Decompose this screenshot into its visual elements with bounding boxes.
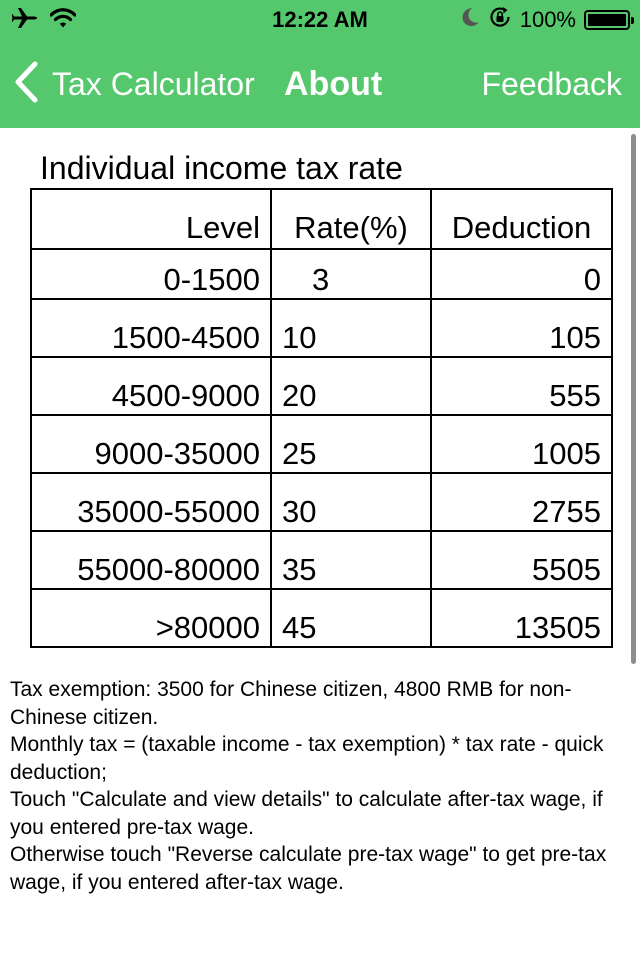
rotation-lock-icon [488, 5, 512, 35]
header-rate: Rate(%) [271, 189, 431, 249]
cell-level: 1500-4500 [31, 299, 271, 357]
back-button[interactable] [14, 62, 255, 106]
battery-percent: 100% [519, 7, 576, 32]
cell-level: 35000-55000 [31, 473, 271, 531]
battery-tip [631, 17, 634, 24]
table-row [31, 473, 612, 531]
cell-rate: 45 [271, 589, 431, 647]
content-area[interactable] [0, 128, 640, 960]
cell-rate: 10 [271, 299, 431, 357]
cell-deduction: 0 [431, 249, 612, 299]
note-reverse: Otherwise touch "Reverse calculate pre-tax wage" to get pre-tax wage, if you entered after-tax wage. [10, 843, 607, 894]
scroll-indicator [631, 134, 636, 664]
cell-rate: 25 [271, 415, 431, 473]
cell-level: 9000-35000 [31, 415, 271, 473]
table-header-row [31, 189, 612, 249]
tax-notes [10, 676, 630, 896]
status-time: 12:22 AM [272, 7, 368, 32]
cell-rate: 35 [271, 531, 431, 589]
cell-deduction: 2755 [431, 473, 612, 531]
table-row [31, 357, 612, 415]
table-row [31, 249, 612, 299]
back-button-label: Tax Calculator [52, 66, 255, 102]
note-calculate: Touch "Calculate and view details" to calculate after-tax wage, if you entered pre-tax wage. [10, 788, 603, 839]
cell-rate: 20 [271, 357, 431, 415]
navigation-bar [0, 40, 640, 128]
chevron-left-icon [14, 61, 40, 108]
table-row [31, 415, 612, 473]
header [0, 0, 640, 128]
page-title: About [284, 65, 383, 103]
cell-level: 55000-80000 [31, 531, 271, 589]
table-row [31, 299, 612, 357]
battery-icon [584, 10, 630, 30]
cell-deduction: 1005 [431, 415, 612, 473]
status-bar [0, 0, 640, 40]
note-exemption: Tax exemption: 3500 for Chinese citizen, 4800 RMB for non-Chinese citizen. [10, 678, 572, 729]
cell-rate: 30 [271, 473, 431, 531]
cell-level: >80000 [31, 589, 271, 647]
header-level: Level [31, 189, 271, 249]
cell-level: 4500-9000 [31, 357, 271, 415]
section-title: Individual income tax rate [40, 150, 403, 186]
status-right [460, 6, 630, 34]
table-row [31, 531, 612, 589]
battery-fill [588, 14, 626, 26]
cell-level: 0-1500 [31, 249, 271, 299]
feedback-button[interactable]: Feedback [481, 66, 622, 102]
moon-icon [460, 6, 480, 34]
note-formula: Monthly tax = (taxable income - tax exemption) * tax rate - quick deduction; [10, 733, 604, 784]
header-deduction: Deduction [431, 189, 612, 249]
cell-deduction: 105 [431, 299, 612, 357]
cell-rate: 3 [271, 249, 431, 299]
tax-rate-table [30, 188, 613, 648]
table-row [31, 589, 612, 647]
cell-deduction: 555 [431, 357, 612, 415]
cell-deduction: 13505 [431, 589, 612, 647]
cell-deduction: 5505 [431, 531, 612, 589]
